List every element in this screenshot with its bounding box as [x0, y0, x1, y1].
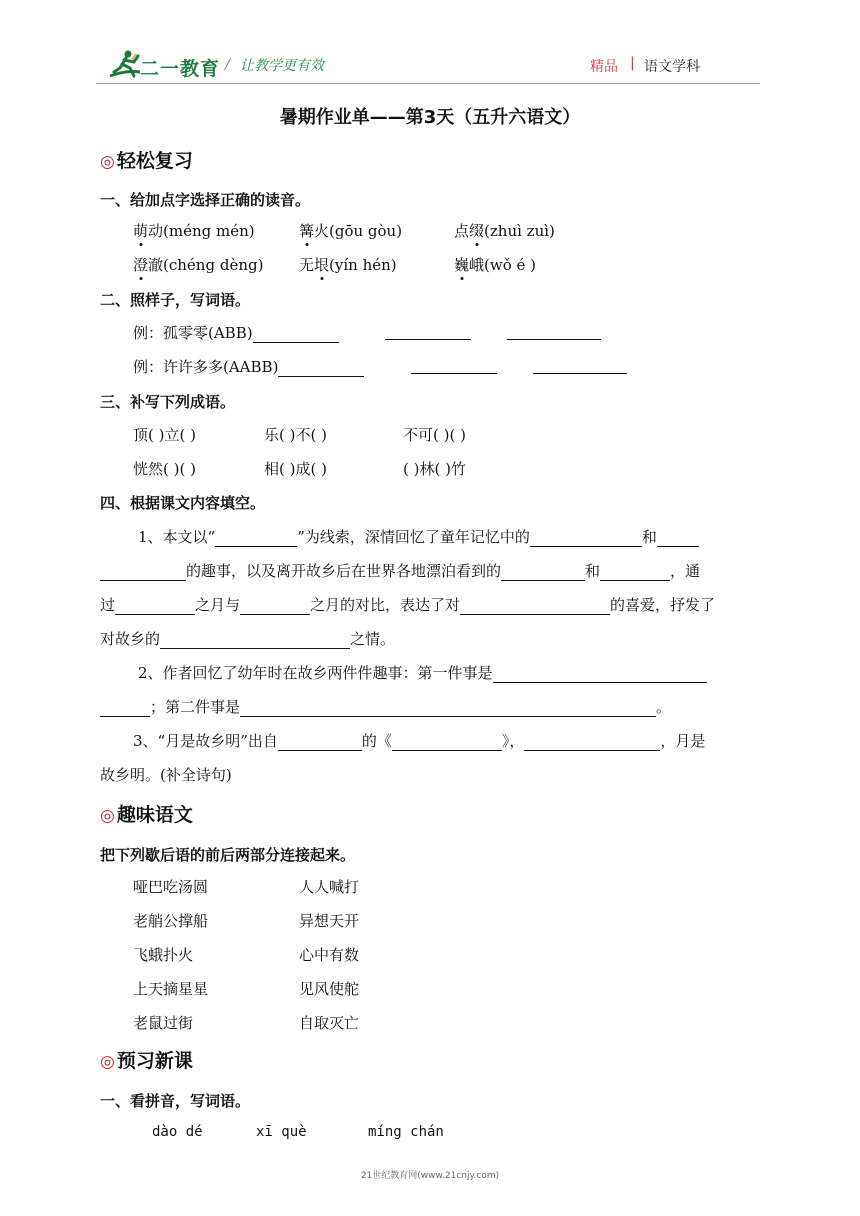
blank[interactable]	[493, 666, 707, 683]
q4-p1-line2: 的趣事，以及离开故乡后在世界各地漂泊看到的 和 ，通	[100, 560, 700, 581]
idiom-blank: ( )林( )竹	[403, 460, 466, 478]
blank[interactable]	[240, 598, 310, 615]
blank[interactable]	[411, 356, 497, 374]
q2-example-2: 例：许许多多(AABB)	[133, 356, 364, 377]
page-title: 暑期作业单——第3天（五升六语文）	[279, 107, 581, 128]
q1-item: 无垠(yín hén)	[299, 256, 397, 274]
blank[interactable]	[460, 598, 610, 615]
blank[interactable]	[100, 564, 186, 581]
header-rule	[96, 83, 760, 84]
blank[interactable]	[524, 734, 660, 751]
section-heading-preview: ◎ 预习新课	[100, 1050, 193, 1072]
proverb-left: 老艄公撑船	[133, 912, 209, 930]
header-slogan: 让教学更有效	[240, 58, 324, 74]
proverb-right: 异想天开	[299, 912, 360, 930]
blank[interactable]	[385, 322, 471, 340]
pinyin-item: míng chán	[368, 1124, 444, 1140]
proverb-left: 飞蛾扑火	[133, 946, 194, 964]
blank[interactable]	[278, 734, 362, 751]
section-heading-fun: ◎ 趣味语文	[100, 804, 193, 826]
header-subject: 语文学科	[644, 59, 700, 75]
proverb-right: 见风使舵	[299, 980, 360, 998]
blank[interactable]	[600, 564, 670, 581]
fun-instruction: 把下列歇后语的前后两部分连接起来。	[100, 846, 356, 864]
blank[interactable]	[115, 598, 195, 615]
blank[interactable]	[253, 326, 339, 343]
section-mark-icon: ◎	[100, 1052, 115, 1072]
blank[interactable]	[240, 700, 656, 717]
blank[interactable]	[215, 530, 297, 547]
q4-p3-line1: 3、“月是故乡明”出自 的《 》， ，月是	[133, 732, 706, 750]
page-footer: 21世纪教育网(www.21cnjy.com)	[360, 1171, 500, 1181]
q1-item: 篝火(gōu gòu)	[299, 222, 403, 240]
q1-item: 萌动(méng mén)	[133, 222, 255, 240]
preview-q1-title: 一、看拼音，写词语。	[100, 1092, 251, 1110]
q4-p1-line3: 过 之月与 之月的对比，表达了对 的喜爱，抒发了	[100, 596, 716, 614]
q4-p2-line1: 2、作者回忆了幼年时在故乡两件件趣事：第一件事是	[138, 662, 707, 683]
idiom-blank: 相( )成( )	[264, 460, 327, 478]
pinyin-item: xī què	[256, 1124, 307, 1140]
header-tag: 精品	[590, 59, 618, 75]
proverb-right: 自取灭亡	[299, 1014, 360, 1032]
header-divider: |	[630, 55, 635, 71]
pinyin-item: dào dé	[152, 1124, 203, 1140]
q3-title: 三、补写下列成语。	[100, 393, 236, 411]
blank[interactable]	[392, 734, 502, 751]
blank[interactable]	[501, 564, 585, 581]
q2-title: 二、照样子，写词语。	[100, 291, 251, 309]
q4-p3-line2: 故乡明。(补全诗句)	[100, 766, 232, 784]
proverb-left: 老鼠过街	[133, 1014, 194, 1032]
blank[interactable]	[657, 530, 699, 547]
header-separator: /	[225, 55, 231, 73]
proverb-left: 哑巴吃汤圆	[133, 878, 209, 896]
idiom-blank: 不可( )( )	[403, 426, 466, 444]
q1-item: 澄澈(chéng dèng)	[133, 256, 264, 274]
blank[interactable]	[530, 530, 642, 547]
blank[interactable]	[160, 632, 350, 649]
q1-item: 点缀(zhuì zuì)	[454, 222, 555, 240]
blank[interactable]	[100, 700, 150, 717]
q2-example-1: 例：孤零零(ABB)	[133, 322, 339, 343]
proverb-right: 人人喊打	[299, 878, 360, 896]
blank[interactable]	[278, 360, 364, 377]
q4-p1-line1: 1、本文以“ ”为线索，深情回忆了童年记忆中的 和	[138, 526, 699, 547]
q4-title: 四、根据课文内容填空。	[100, 494, 266, 512]
blank[interactable]	[533, 356, 627, 374]
section-heading-review: ◎ 轻松复习	[100, 150, 193, 172]
logo-text: 二一教育	[140, 58, 221, 80]
idiom-blank: 乐( )不( )	[264, 426, 327, 444]
q4-p1-line4: 对故乡的 之情。	[100, 630, 396, 648]
section-mark-icon: ◎	[100, 806, 115, 826]
proverb-left: 上天摘星星	[133, 980, 209, 998]
q4-p2-line2: ；第二件事是 。	[100, 696, 671, 717]
q1-title: 一、给加点字选择正确的读音。	[100, 191, 311, 209]
section-mark-icon: ◎	[100, 152, 115, 172]
blank[interactable]	[507, 322, 601, 340]
q1-item: 巍峨(wǒ é )	[454, 256, 537, 274]
proverb-right: 心中有数	[299, 946, 360, 964]
idiom-blank: 顶( )立( )	[133, 426, 196, 444]
idiom-blank: 恍然( )( )	[133, 460, 196, 478]
